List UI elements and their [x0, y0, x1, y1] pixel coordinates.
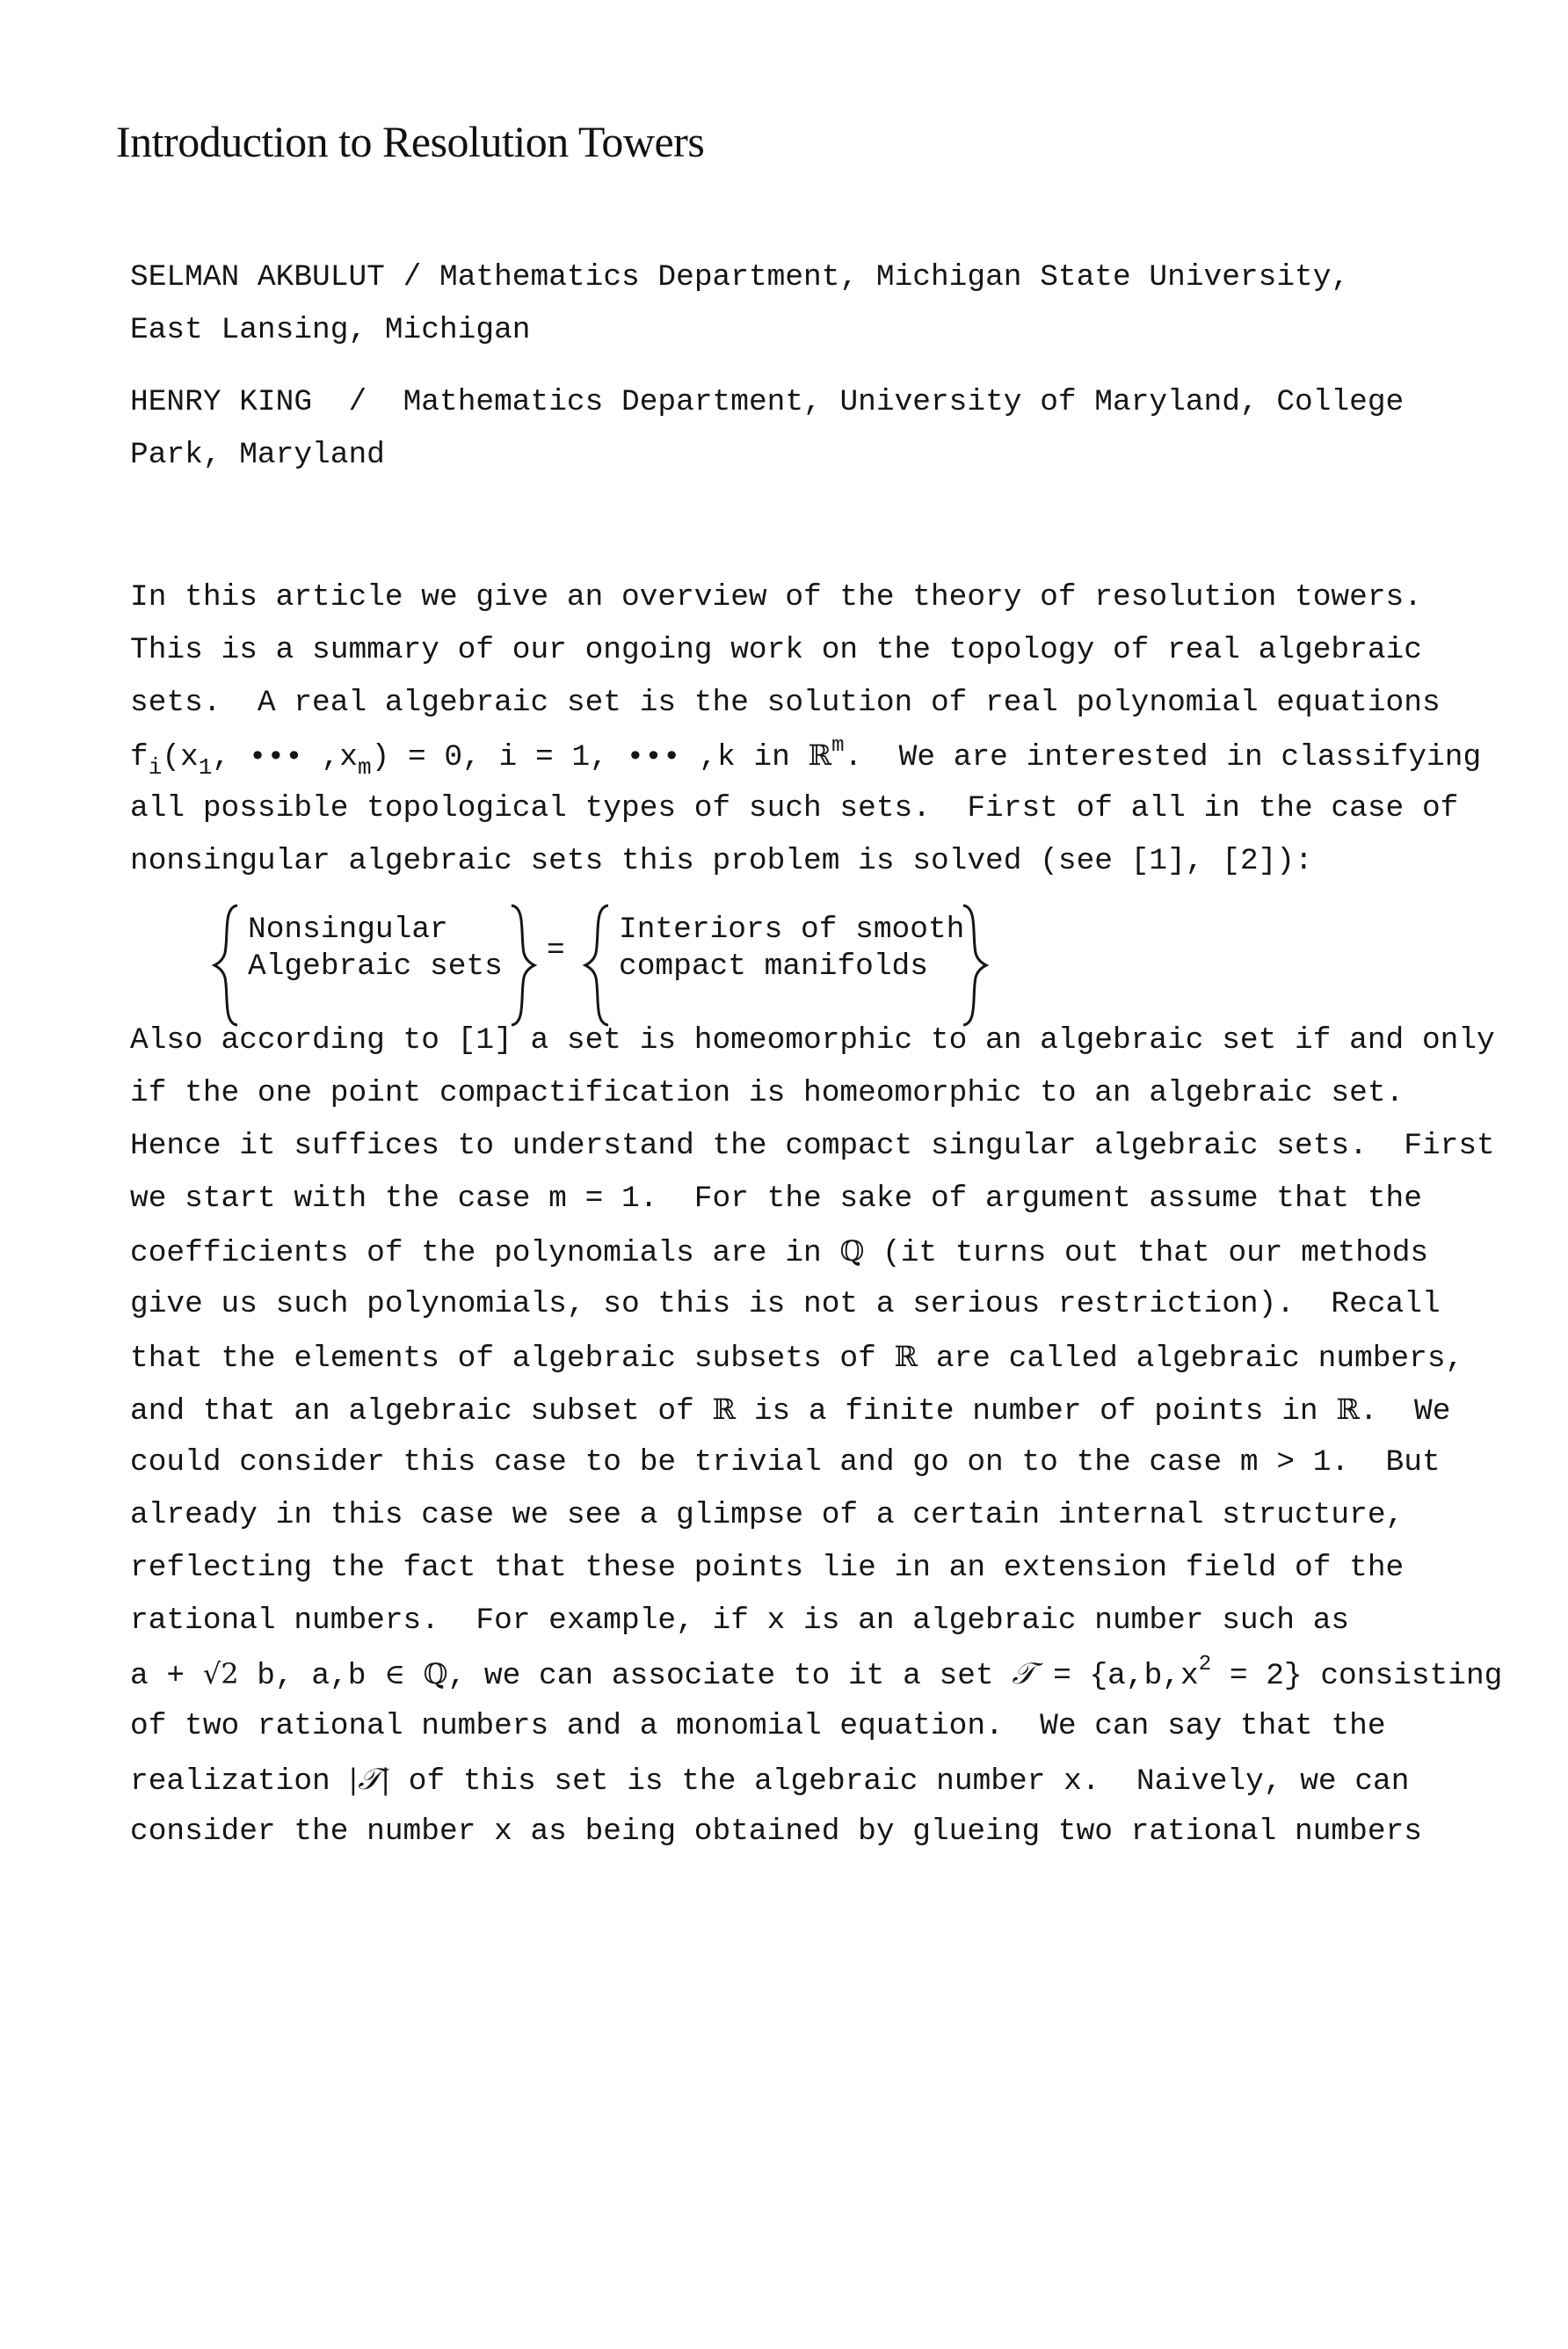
- finite-line: [130, 1393, 1450, 1429]
- eq-sub-1: 1: [198, 754, 213, 781]
- author-2-name: HENRY KING: [130, 385, 313, 419]
- left-brace-1: [211, 900, 246, 1030]
- recall-after: are called algebraic numbers,: [918, 1342, 1464, 1376]
- finite-before: and that an algebraic subset of: [130, 1394, 713, 1429]
- coeff-after: (it turns out that our methods: [864, 1236, 1429, 1270]
- body-line: of two rational numbers and a monomial equation. We can say that the: [130, 1709, 1386, 1743]
- recall-before: that the elements of algebraic subsets of: [130, 1342, 895, 1376]
- body-line: In this article we give an overview of the theory of resolution towers.: [130, 580, 1422, 615]
- set-equality-display: [211, 900, 1002, 1030]
- body-line: already in this case we see a glimpse of a certain internal structure,: [130, 1498, 1405, 1532]
- sqrt-two: √2: [202, 1657, 239, 1691]
- real-numbers-symbol: ℝ: [808, 738, 832, 772]
- rational-numbers-symbol: ℚ: [839, 1234, 865, 1268]
- coeff-before: coefficients of the polynomials are in: [130, 1236, 840, 1270]
- body-line: nonsingular algebraic sets this problem is solved (see [1], [2]):: [130, 844, 1313, 878]
- author-2-line-1: HENRY KING / Mathematics Department, University of Maryland, College: [130, 385, 1405, 419]
- author-2-line-2: Park, Maryland: [130, 438, 385, 472]
- display-right-line-1: Interiors of smooth: [619, 913, 965, 947]
- body-line: reflecting the fact that these points lie in an extension field of the: [130, 1551, 1405, 1585]
- left-brace-2: [582, 900, 617, 1030]
- real-bar-open: |: [348, 1763, 359, 1796]
- sqrt-set: = {a,b,x: [1034, 1659, 1199, 1693]
- body-line: give us such polynomials, so this is not a serious restriction). Recall: [130, 1287, 1441, 1321]
- rational-numbers-symbol: ℚ: [423, 1657, 448, 1691]
- real-after: of this set is the algebraic number x. Naively, we can: [390, 1764, 1410, 1799]
- finite-after: . We: [1359, 1394, 1451, 1429]
- body-line: sets. A real algebraic set is the solution of real polynomial equations: [130, 686, 1441, 720]
- eq-dots-x: , ••• ,x: [212, 740, 358, 775]
- display-left-line-1: Nonsingular: [248, 913, 448, 947]
- eq-close: ) = 0, i = 1, ••• ,k in: [371, 740, 809, 775]
- coefficients-line: [130, 1234, 1428, 1270]
- body-line: if the one point compactification is homeomorphic to an algebraic set.: [130, 1076, 1405, 1110]
- sqrt-a: a +: [130, 1659, 203, 1693]
- sqrt-line: [130, 1653, 1503, 1693]
- body-line: This is a summary of our ongoing work on the topology of real algebraic: [130, 633, 1422, 667]
- realization-line: [130, 1762, 1409, 1799]
- right-brace-1: [503, 900, 538, 1030]
- set-script-symbol: 𝒯: [1012, 1656, 1035, 1691]
- eq-x-open: (x: [162, 740, 199, 775]
- real-numbers-symbol: ℝ: [894, 1340, 918, 1373]
- real-numbers-symbol: ℝ: [712, 1393, 737, 1426]
- author-1-line-2: East Lansing, Michigan: [130, 313, 531, 347]
- body-line: we start with the case m = 1. For the sake of argument assume that the: [130, 1182, 1422, 1216]
- author-1-affiliation: Mathematics Department, Michigan State University,: [439, 260, 1350, 295]
- body-line: consider the number x as being obtained by glueing two rational numbers: [130, 1814, 1422, 1849]
- eq-line-tail: We are interested in classifying: [898, 740, 1482, 775]
- sqrt-sup-2: 2: [1198, 1653, 1212, 1676]
- paper-title: Introduction to Resolution Towers: [116, 117, 705, 166]
- body-line: Also according to [1] a set is homeomorphic to an algebraic set if and only: [130, 1023, 1495, 1058]
- author-1-name: SELMAN AKBULUT: [130, 260, 385, 295]
- body-line: could consider this case to be trivial and go on to the case m > 1. But: [130, 1445, 1441, 1480]
- display-equals: =: [547, 934, 565, 968]
- real-before: realization: [130, 1764, 349, 1799]
- body-line: Hence it suffices to understand the compact singular algebraic sets. First: [130, 1129, 1495, 1163]
- sqrt-rest: = 2} consisting: [1211, 1659, 1503, 1693]
- eq-sup-m: m: [831, 734, 845, 758]
- sqrt-b: b, a,b: [238, 1659, 385, 1693]
- equation-line: [130, 734, 1482, 781]
- display-right-line-2: compact manifolds: [619, 949, 928, 984]
- set-script-symbol: 𝒯: [358, 1762, 381, 1797]
- right-brace-2: [955, 900, 990, 1030]
- author-1-line-1: SELMAN AKBULUT / Mathematics Department, Michigan State University,: [130, 260, 1350, 295]
- eq-period: .: [844, 740, 863, 775]
- body-line: all possible topological types of such sets. First of all in the case of: [130, 791, 1459, 825]
- element-of-symbol: ∈: [384, 1657, 405, 1691]
- sqrt-assoc: , we can associate to it a set: [447, 1659, 1013, 1693]
- recall-line: [130, 1340, 1463, 1376]
- body-line: rational numbers. For example, if x is an algebraic number such as: [130, 1604, 1350, 1638]
- eq-sub-m: m: [358, 754, 372, 781]
- real-numbers-symbol: ℝ: [1336, 1393, 1360, 1426]
- eq-sub-i: i: [148, 754, 163, 781]
- author-2-affiliation: Mathematics Department, University of Maryland, College: [403, 385, 1405, 419]
- display-left-line-2: Algebraic sets: [248, 949, 503, 984]
- eq-f: f: [130, 740, 149, 775]
- finite-middle: is a finite number of points in: [736, 1394, 1337, 1429]
- real-bar-close: |: [381, 1763, 391, 1796]
